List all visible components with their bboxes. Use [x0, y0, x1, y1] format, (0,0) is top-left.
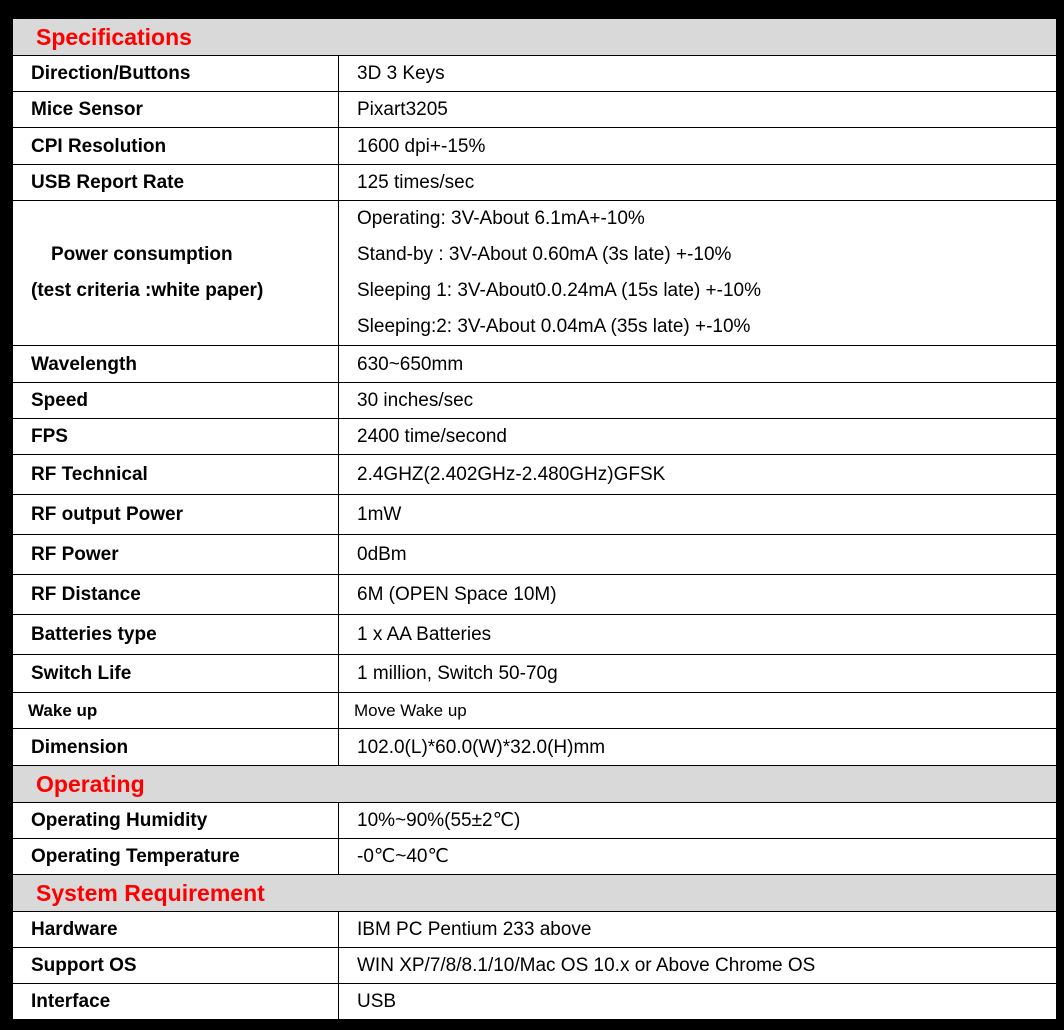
power-value-line: Sleeping:2: 3V-About 0.04mA (35s late) +-10%: [357, 316, 751, 337]
system-value: WIN XP/7/8/8.1/10/Mac OS 10.x or Above Chrome OS: [339, 948, 1057, 984]
table-row: [13, 346, 1057, 383]
table-row: [13, 655, 1057, 693]
spec-value: 2400 time/second: [339, 419, 1057, 455]
table-row: [13, 839, 1057, 875]
spec-label: Wavelength: [13, 346, 339, 383]
operating-label: Operating Temperature: [13, 839, 339, 875]
section-title: Specifications: [13, 19, 1057, 56]
spec-value: 1 million, Switch 50-70g: [339, 655, 1057, 693]
section-title: Operating: [13, 766, 1057, 803]
table-row: [13, 803, 1057, 839]
power-value-line: Sleeping 1: 3V-About0.0.24mA (15s late) +-10%: [357, 280, 762, 301]
spec-value: 0dBm: [339, 535, 1057, 575]
table-row: [13, 92, 1057, 128]
table-row: [13, 165, 1057, 201]
table-row: [13, 948, 1057, 984]
spec-label: Dimension: [13, 729, 339, 766]
table-row: [13, 455, 1057, 495]
table-row: [13, 128, 1057, 165]
spec-value: 2.4GHZ(2.402GHz-2.480GHz)GFSK: [339, 455, 1057, 495]
spec-value: 125 times/sec: [339, 165, 1057, 201]
spec-label: RF Technical: [13, 455, 339, 495]
section-title: System Requirement: [13, 875, 1057, 912]
spec-value: 630~650mm: [339, 346, 1057, 383]
table-row: [13, 419, 1057, 455]
spec-value: Pixart3205: [339, 92, 1057, 128]
spec-label: RF output Power: [13, 495, 339, 535]
operating-value: -0℃~40℃: [339, 839, 1057, 875]
spec-value: 102.0(L)*60.0(W)*32.0(H)mm: [339, 729, 1057, 766]
spec-value: [339, 201, 1057, 346]
spec-value: 6M (OPEN Space 10M): [339, 575, 1057, 615]
section-header-system-requirement: [13, 875, 1057, 912]
spec-label: Batteries type: [13, 615, 339, 655]
spec-table: [12, 18, 1057, 1020]
spec-label: RF Power: [13, 535, 339, 575]
system-value: IBM PC Pentium 233 above: [339, 912, 1057, 948]
table-row: [13, 984, 1057, 1020]
table-row-power-consumption: [13, 201, 1057, 346]
power-value-line: Stand-by : 3V-About 0.60mA (3s late) +-10%: [357, 244, 732, 265]
table-row: [13, 575, 1057, 615]
spec-label: FPS: [13, 419, 339, 455]
table-row: [13, 912, 1057, 948]
spec-label: [13, 201, 339, 346]
spec-value: Move Wake up: [339, 693, 1057, 729]
system-label: Support OS: [13, 948, 339, 984]
power-consumption-criteria: (test criteria :white paper): [31, 280, 264, 301]
operating-value: 10%~90%(55±2℃): [339, 803, 1057, 839]
table-row: [13, 495, 1057, 535]
spec-value: 1600 dpi+-15%: [339, 128, 1057, 165]
section-header-specifications: [13, 19, 1057, 56]
spec-label: RF Distance: [13, 575, 339, 615]
system-label: Hardware: [13, 912, 339, 948]
section-header-operating: [13, 766, 1057, 803]
spec-label: Direction/Buttons: [13, 56, 339, 92]
table-row: [13, 56, 1057, 92]
system-value: USB: [339, 984, 1057, 1020]
table-row: [13, 615, 1057, 655]
operating-label: Operating Humidity: [13, 803, 339, 839]
spec-label: Wake up: [13, 693, 339, 729]
spec-label: CPI Resolution: [13, 128, 339, 165]
power-consumption-label: Power consumption: [51, 244, 233, 265]
spec-label: USB Report Rate: [13, 165, 339, 201]
spec-value: 30 inches/sec: [339, 383, 1057, 419]
spec-value: 1mW: [339, 495, 1057, 535]
spec-label: Speed: [13, 383, 339, 419]
table-row: [13, 383, 1057, 419]
spec-value: 1 x AA Batteries: [339, 615, 1057, 655]
spec-label: Mice Sensor: [13, 92, 339, 128]
spec-label: Switch Life: [13, 655, 339, 693]
table-row: [13, 693, 1057, 729]
power-value-line: Operating: 3V-About 6.1mA+-10%: [357, 208, 645, 229]
table-row: [13, 729, 1057, 766]
table-row: [13, 535, 1057, 575]
spec-value: 3D 3 Keys: [339, 56, 1057, 92]
system-label: Interface: [13, 984, 339, 1020]
